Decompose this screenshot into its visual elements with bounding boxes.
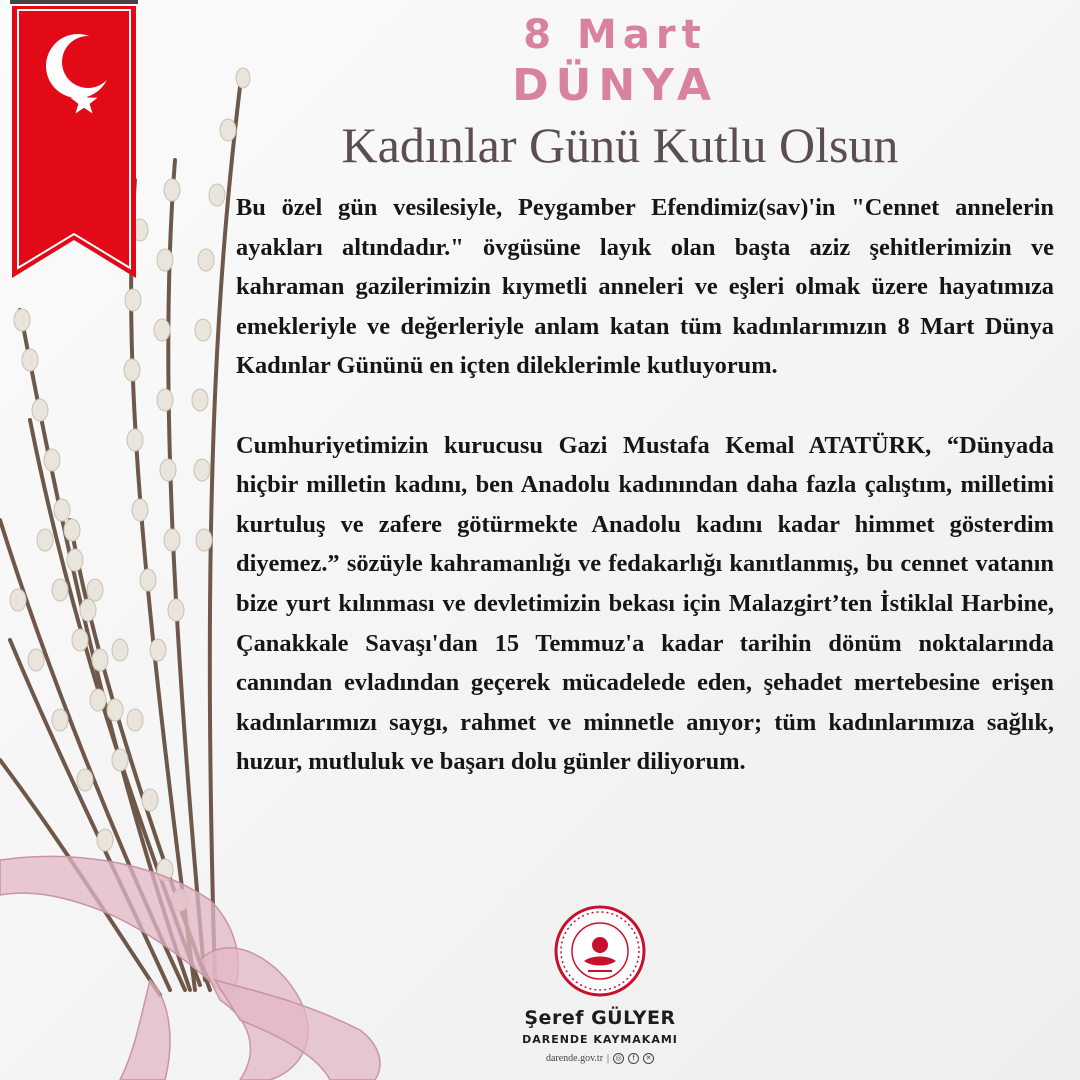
separator: | — [607, 1053, 610, 1064]
heading-celebration-title: Kadınlar Günü Kutlu Olsun — [341, 117, 899, 173]
signer-name: Şeref GÜLYER — [524, 1007, 676, 1029]
signer-title: DARENDE KAYMAKAMI — [522, 1033, 678, 1046]
message-paragraph-2: Cumhuriyetimizin kurucusu Gazi Mustafa Kemal ATATÜRK, “Dünyada hiçbir milletin kadını, ben Anadolu kadınından daha fazla çalıştım, milletimi kurtuluş ve zafere götürmekte Anadolu kadını kadar himmet gösterdim diyemez.” sözüyle kahramanlığı ve fedakarlığı kanıtlanmış, bu cennet vatanın bize yurt kılınması ve devletimizin bekası için Malazgirt’ten İstiklal Harbine, Çanakkale Savaşı'dan 15 Temmuz'a kadar tarihin dönüm noktalarında canından evladından geçerek mücadelede eden, şehadet mertebesine erişen kadınlarımızı saygı, rahmet ve minnetle anıyor; tüm kadınlarımıza sağlık, huzur, mutluluk ve başarı dolu günler diliyorum. — [236, 431, 1054, 776]
website-link[interactable]: darende.gov.tr — [545, 1053, 604, 1064]
pink-ribbon — [0, 856, 380, 1080]
instagram-icon[interactable]: ◎ — [613, 1053, 624, 1064]
x-twitter-icon[interactable]: ✕ — [643, 1053, 654, 1064]
footer-contact-row — [500, 1053, 700, 1064]
facebook-icon[interactable]: f — [628, 1053, 639, 1064]
heading-date: 8 Mart — [523, 12, 707, 58]
message-paragraph-1: Bu özel gün vesilesiyle, Peygamber Efendimiz(sav)'in "Cennet annelerin ayakları altındadır." övgüsüne layık olan başta aziz şehitlerimizin ve kahraman gazilerimizin kıymetli anneleri ve eşleri olmak üzere hayatımıza emekleriyle ve değerleriyle anlam katan tüm kadınlarımızın 8 Mart Dünya Kadınlar Gününü en içten dileklerimle kutluyorum. — [236, 194, 1054, 380]
message-body — [236, 188, 1054, 782]
turkish-flag-banner — [10, 0, 138, 285]
kaymakamlik-seal-icon — [554, 905, 646, 997]
signature-block — [500, 905, 700, 1064]
heading-world: DÜNYA — [512, 60, 718, 111]
